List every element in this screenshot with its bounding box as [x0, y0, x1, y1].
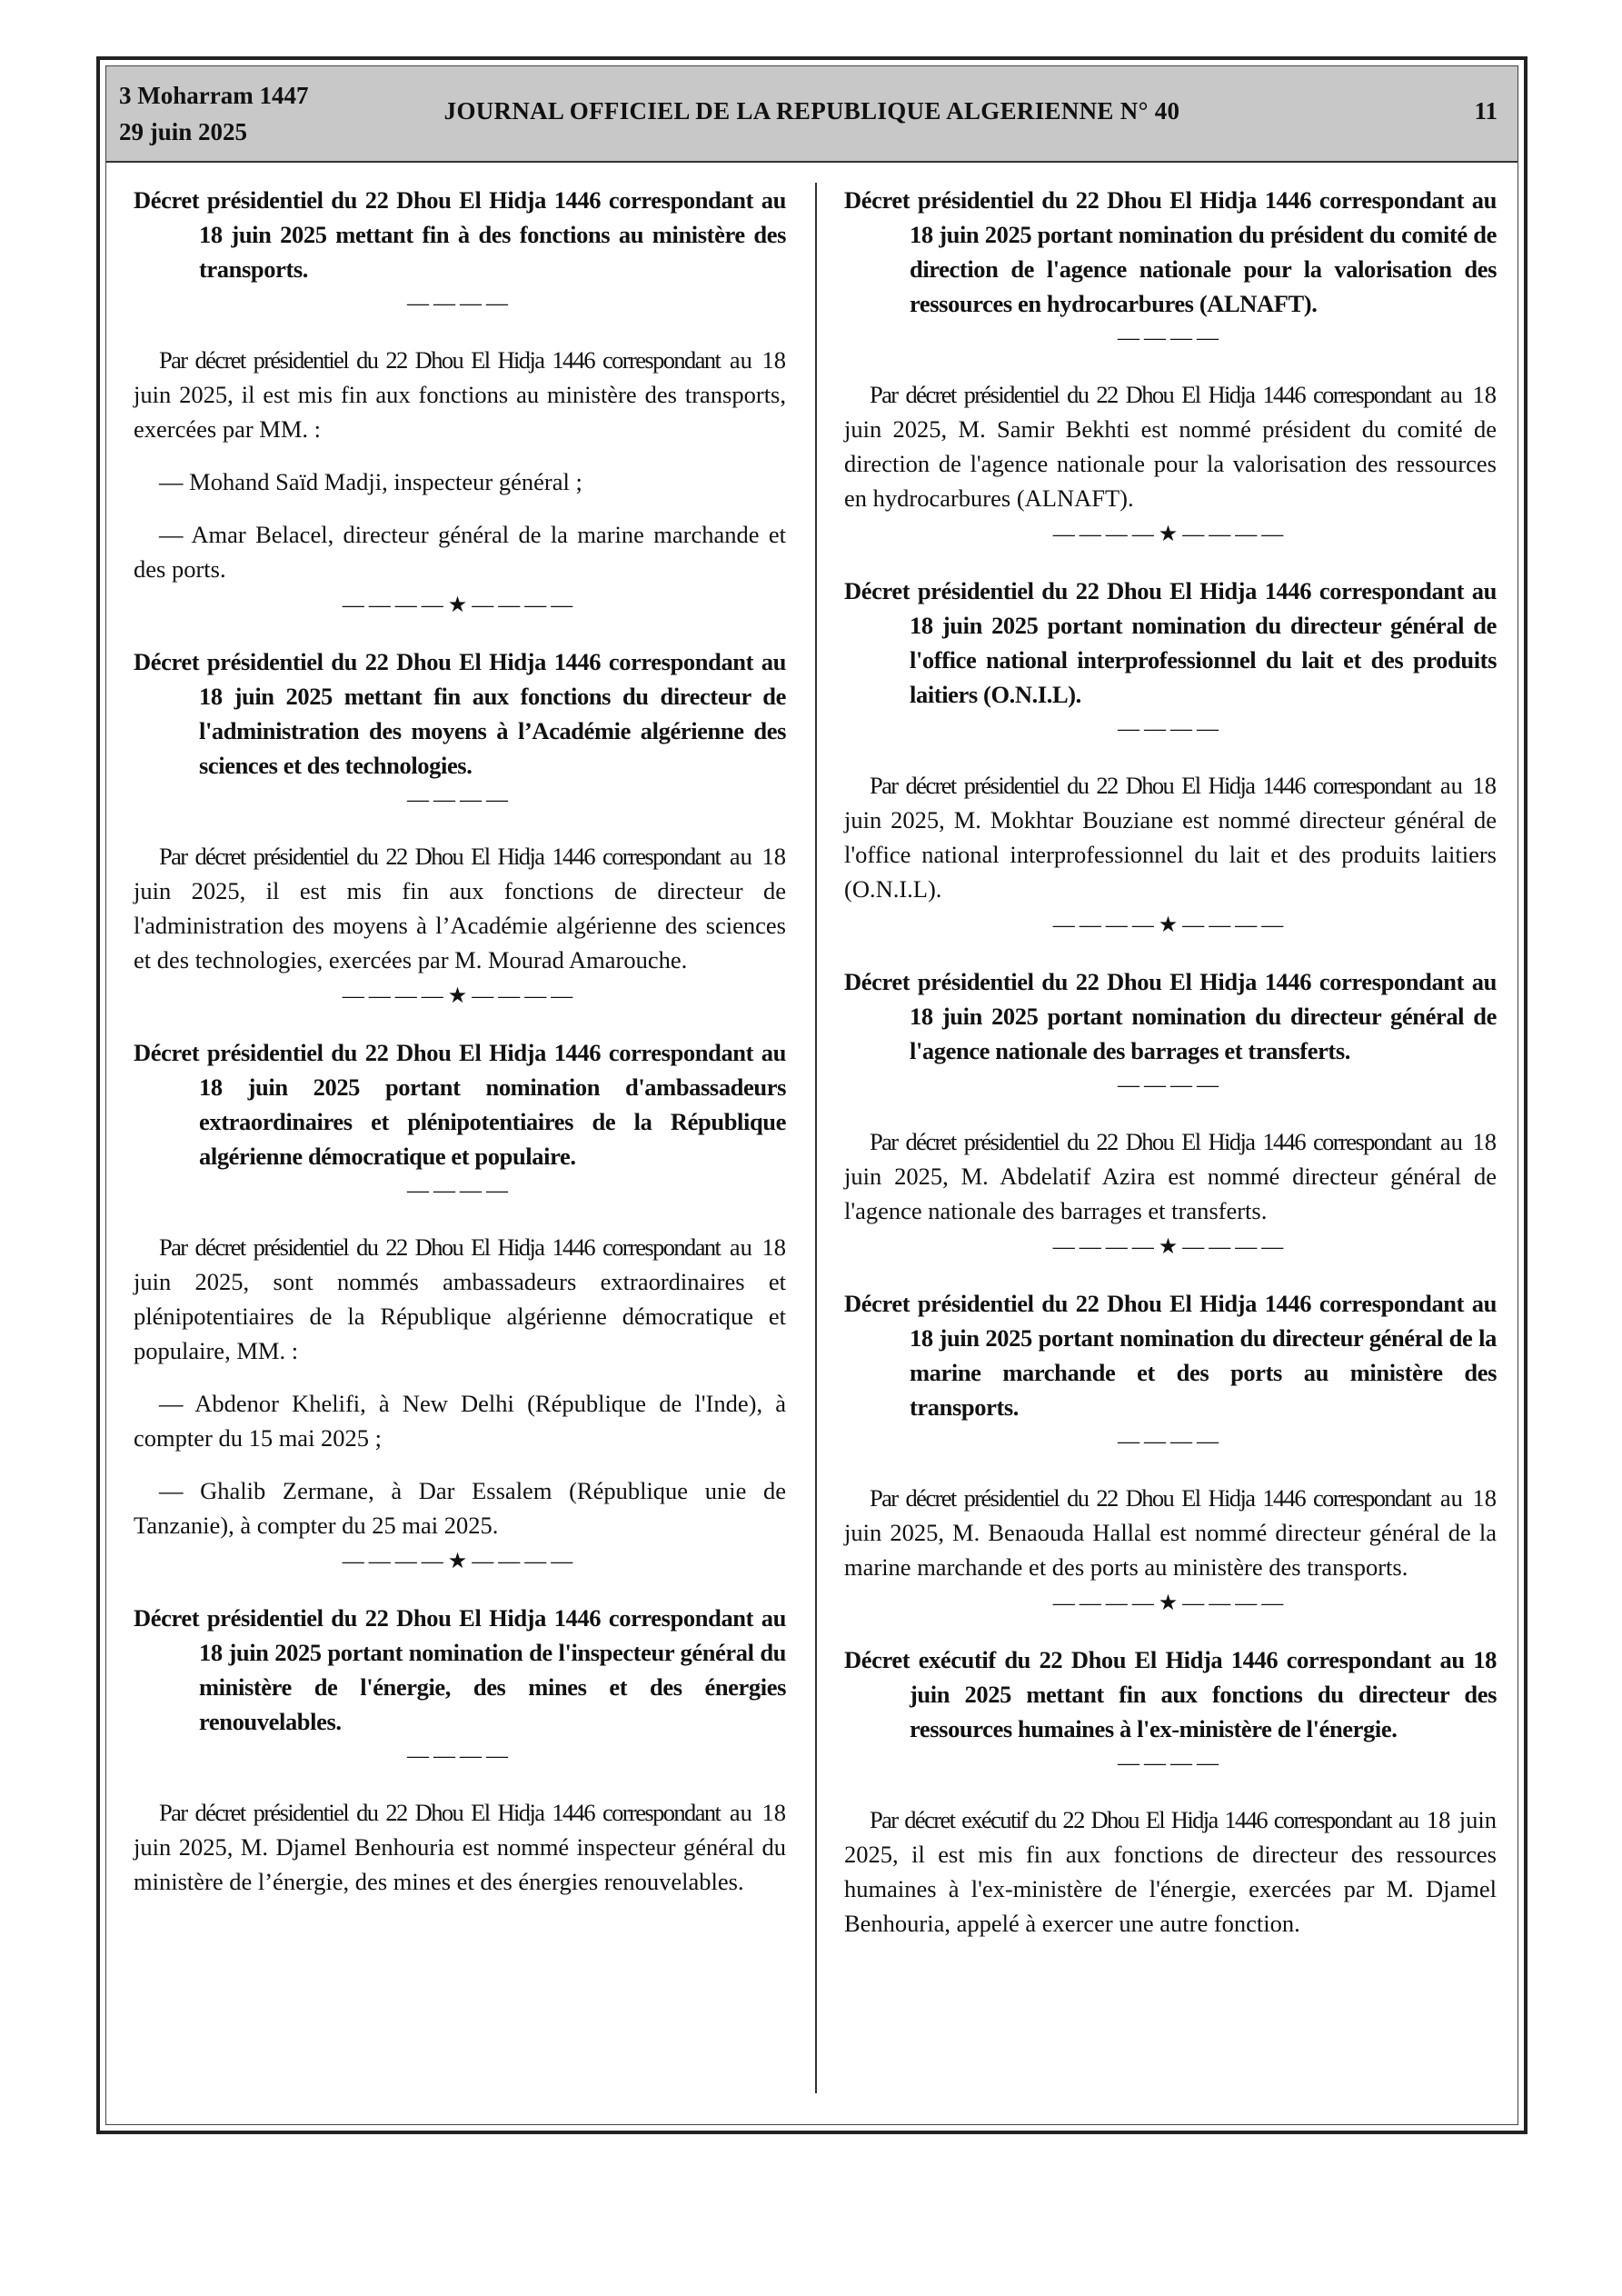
decree-lead-prefix: Par décret présidentiel du 22 Dhou El Hidja 1446 correspondant	[159, 843, 721, 870]
separator-dash: ————	[1118, 717, 1223, 741]
decree-lead-rest: au 18 juin 2025, sont nommés ambassadeurs extraordinaires et plénipotentiaires de la République algérienne démocratique et populaire, MM. :	[134, 1233, 786, 1364]
decree-title: Décret présidentiel du 22 Dhou El Hidja 1446 correspondant au 18 juin 2025 portant nomination du directeur général de la marine marchande et des ports au ministère des transports.	[844, 1290, 1497, 1421]
decree-lead-prefix: Par décret présidentiel du 22 Dhou El Hidja 1446 correspondant	[159, 1233, 721, 1261]
spacer	[134, 499, 786, 517]
decree-lead-prefix: Par décret présidentiel du 22 Dhou El Hidja 1446 correspondant	[159, 346, 721, 374]
decree-body	[844, 768, 1497, 906]
separator-dash: ————	[1118, 1430, 1223, 1453]
column-divider	[815, 183, 817, 2093]
decree-title: Décret présidentiel du 22 Dhou El Hidja 1446 correspondant au 18 juin 2025 mettant fin aux fonctions du directeur de l'administration des moyens à l’Académie algérienne des sciences et des technologies.	[134, 648, 786, 779]
separator-dash: ————	[407, 788, 512, 812]
decree-lead-prefix: Par décret exécutif du 22 Dhou El Hidja 1446 correspondant au	[870, 1806, 1418, 1833]
decree-entry	[134, 1035, 786, 1577]
separator-star: ————★————	[1052, 913, 1289, 937]
decree-lead-prefix: Par décret présidentiel du 22 Dhou El Hidja 1446 correspondant	[870, 1128, 1431, 1155]
journal-title: JOURNAL OFFICIEL DE LA REPUBLIQUE ALGERIENNE N° 40	[443, 97, 1180, 125]
page-frame	[96, 56, 1527, 2134]
decree-body	[134, 1795, 786, 1899]
decree-lead-rest: au 18 juin 2025, il est mis fin aux fonctions de directeur de l'administration des moyens à l’Académie algérienne des sciences et des technologies, exercées par M. Mourad Amarouche.	[134, 843, 786, 973]
separator-star: ————★————	[1052, 523, 1289, 546]
separator-star: ————★————	[1052, 1592, 1289, 1615]
decree-title: Décret présidentiel du 22 Dhou El Hidja 1446 correspondant au 18 juin 2025 portant nomination du président du comité de direction de l'agence nationale pour la valorisation des ressources en hydrocarbures (ALNAFT).	[844, 186, 1497, 317]
separator-star: ————★————	[1052, 1235, 1289, 1259]
decree-entry	[134, 183, 786, 621]
spacer	[134, 446, 786, 464]
decree-entry	[134, 1601, 786, 1899]
separator-dash: ————	[1118, 1752, 1223, 1775]
decree-lead-rest: au 18 juin 2025, M. Mokhtar Bouziane est nommé directeur général de l'office national interprofessionnel du lait et des produits laitiers (O.N.I.L).	[844, 772, 1497, 903]
separator-star: ————★————	[342, 594, 578, 617]
decree-body	[134, 1230, 786, 1368]
decree-body	[844, 1481, 1497, 1584]
decree-title: Décret présidentiel du 22 Dhou El Hidja 1446 correspondant au 18 juin 2025 portant nomination du directeur général de l'agence nationale des barrages et transferts.	[844, 968, 1497, 1064]
decree-entry	[844, 964, 1497, 1263]
decree-list-item: — Abdenor Khelifi, à New Delhi (République de l'Inde), à compter du 15 mai 2025 ;	[134, 1390, 786, 1452]
decree-title: Décret présidentiel du 22 Dhou El Hidja 1446 correspondant au 18 juin 2025 portant nomination du directeur général de l'office national interprofessionnel du lait et des produits laitiers (O.N.I.L).	[844, 577, 1497, 708]
separator-dash: ————	[407, 1744, 512, 1768]
decree-list-item: — Ghalib Zermane, à Dar Essalem (République unie de Tanzanie), à compter du 25 mai 2025.	[134, 1477, 786, 1539]
decree-lead-rest: au 18 juin 2025, M. Abdelatif Azira est nommé directeur général de l'agence nationale des barrages et transferts.	[844, 1128, 1497, 1224]
page-number: 11	[1474, 97, 1498, 125]
decree-lead-rest: au 18 juin 2025, M. Samir Bekhti est nommé président du comité de direction de l'agence nationale pour la valorisation des ressources en hydrocarbures (ALNAFT).	[844, 381, 1497, 512]
separator-dash: ————	[1118, 326, 1223, 350]
decree-entry	[844, 1286, 1497, 1619]
spacer	[134, 1368, 786, 1386]
decree-title: Décret présidentiel du 22 Dhou El Hidja 1446 correspondant au 18 juin 2025 portant nomination de l'inspecteur général du ministère de l'énergie, des mines et des énergies renouvelables.	[134, 1604, 786, 1735]
decree-body	[844, 1124, 1497, 1228]
decree-lead-rest: au 18 juin 2025, M. Djamel Benhouria est nommé inspecteur général du ministère de l’énergie, des mines et des énergies renouvelables.	[134, 1799, 786, 1895]
decree-lead-rest: au 18 juin 2025, M. Benaouda Hallal est nommé directeur général de la marine marchande et des ports au ministère des transports.	[844, 1484, 1497, 1581]
right-column	[844, 183, 1497, 1941]
decree-entry	[844, 183, 1497, 550]
header-date-gregorian: 29 juin 2025	[119, 118, 248, 145]
decree-entry	[134, 644, 786, 1012]
decree-lead-prefix: Par décret présidentiel du 22 Dhou El Hidja 1446 correspondant	[870, 381, 1431, 408]
decree-list-item: — Mohand Saïd Madji, inspecteur général ;	[159, 468, 582, 495]
decree-list-item: — Amar Belacel, directeur général de la marine marchande et des ports.	[134, 521, 786, 583]
left-column	[134, 183, 786, 1899]
decree-lead-prefix: Par décret présidentiel du 22 Dhou El Hidja 1446 correspondant	[159, 1799, 721, 1826]
decree-body	[844, 1802, 1497, 1941]
decree-title: Décret exécutif du 22 Dhou El Hidja 1446 correspondant au 18 juin 2025 mettant fin aux fonctions du directeur des ressources humaines à l'ex-ministère de l'énergie.	[844, 1646, 1497, 1742]
decree-lead-rest: au 18 juin 2025, il est mis fin aux fonctions au ministère des transports, exercées par MM. :	[134, 346, 786, 443]
decree-title: Décret présidentiel du 22 Dhou El Hidja 1446 correspondant au 18 juin 2025 mettant fin à des fonctions au ministère des transports.	[134, 186, 786, 283]
decree-body	[844, 377, 1497, 515]
decree-entry	[844, 574, 1497, 941]
separator-dash: ————	[1118, 1073, 1223, 1097]
decree-body	[134, 343, 786, 446]
decree-title: Décret présidentiel du 22 Dhou El Hidja 1446 correspondant au 18 juin 2025 portant nomination d'ambassadeurs extraordinaires et plénipotentiaires de la République algérienne démocratique et populaire.	[134, 1039, 786, 1170]
separator-dash: ————	[407, 292, 512, 315]
page-frame-inner	[105, 65, 1518, 2125]
separator-star: ————★————	[342, 984, 578, 1008]
decree-entry	[844, 1642, 1497, 1941]
spacer	[134, 1455, 786, 1473]
decree-lead-prefix: Par décret présidentiel du 22 Dhou El Hidja 1446 correspondant	[870, 772, 1431, 799]
decree-body	[134, 839, 786, 977]
decree-lead-prefix: Par décret présidentiel du 22 Dhou El Hidja 1446 correspondant	[870, 1484, 1431, 1512]
decree-lead-rest: 18 juin 2025, il est mis fin aux fonctions de directeur des ressources humaines à l'ex-ministère de l'énergie, exercées par M. Djamel Benhouria, appelé à exercer une autre fonction.	[844, 1806, 1497, 1937]
journal-header	[106, 66, 1518, 163]
separator-star: ————★————	[342, 1550, 578, 1573]
separator-dash: ————	[407, 1179, 512, 1203]
header-date-hijri: 3 Moharram 1447	[119, 82, 309, 109]
